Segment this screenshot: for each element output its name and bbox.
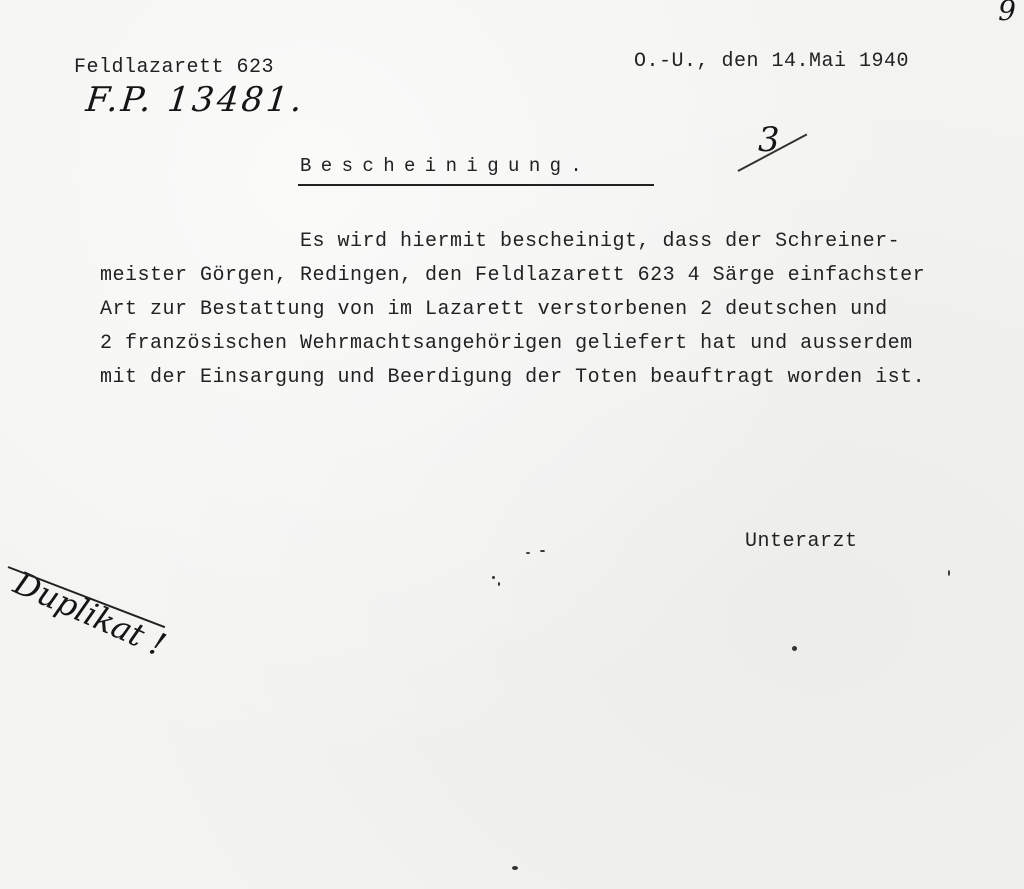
ink-speck [948, 570, 950, 576]
body-line: Art zur Bestattung von im Lazarett verstorbenen 2 deutschen und [100, 298, 888, 321]
date-line: O.-U., den 14.Mai 1940 [634, 50, 910, 73]
field-post-number: F.P. 13481. [83, 80, 307, 120]
ink-speck [540, 550, 545, 552]
signature-title: Unterarzt [745, 530, 858, 553]
margin-note: 3 [758, 120, 780, 160]
sender-unit: Feldlazarett 623 [74, 56, 275, 79]
duplicate-mark: Duplikat ! [8, 563, 172, 665]
ink-speck [512, 866, 518, 870]
ink-speck [492, 576, 495, 579]
document-title: Bescheinigung. [300, 155, 592, 177]
ink-speck [526, 552, 530, 554]
ink-speck [498, 582, 500, 586]
body-line: Es wird hiermit bescheinigt, dass der Schreiner- [300, 230, 901, 253]
ink-speck [792, 646, 797, 651]
body-line: mit der Einsargung und Beerdigung der Toten beauftragt worden ist. [100, 366, 926, 389]
body-line: 2 französischen Wehrmachtsangehörigen geliefert hat und ausserdem [100, 332, 913, 355]
title-underline [298, 184, 654, 186]
page-number-handwritten: 9 [998, 0, 1016, 27]
body-line: meister Görgen, Redingen, den Feldlazarett 623 4 Särge einfachster [100, 264, 926, 287]
